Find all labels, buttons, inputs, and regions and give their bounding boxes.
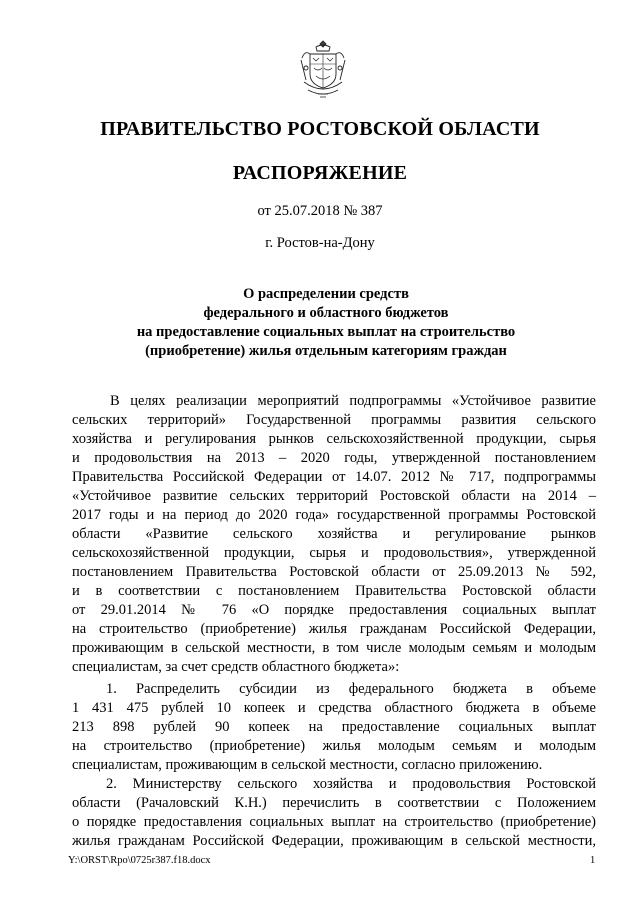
text-line: 213 898 рублей 90 копеек на предоставление социальных выплат (72, 719, 596, 735)
document-subject (120, 285, 532, 361)
text-line: сельскохозяйственной продукции, сырья и продовольствия», утвержденной (72, 545, 596, 561)
text-line: хозяйства и регулирования рынков сельскохозяйственной продукции, сырья (72, 431, 596, 447)
text-line: В целях реализации мероприятий подпрограммы «Устойчивое развитие (110, 393, 596, 409)
date-number: от 25.07.2018 № 387 (257, 203, 383, 219)
subject-line: О распределении средств (243, 286, 409, 302)
text-line: на строительство (приобретение) жилья молодым семьям и молодым (72, 738, 596, 754)
subject-line: на предоставление социальных выплат на строительство (136, 324, 516, 340)
text-line: специалистам, за счет средств областного бюджета»: (72, 659, 400, 675)
text-line: и продовольствия на 2013 – 2020 годы, утвержденной постановлением (72, 450, 596, 466)
text-line: жилья гражданам Российской Федерации, проживающим в сельской местности, (72, 833, 596, 849)
text-line: 2. Министерству сельского хозяйства и продовольствия Ростовской (106, 776, 596, 792)
text-line: постановлением Правительства Ростовской области от 25.09.2013 № 592, (72, 564, 596, 580)
city: г. Ростов-на-Дону (265, 235, 375, 251)
text-line: и в соответствии с постановлением Правительства Ростовской области (72, 583, 596, 599)
text-line: от 29.01.2014 № 76 «О порядке предоставления социальных выплат (72, 602, 596, 618)
text-line: Правительства Российской Федерации от 14.07. 2012 № 717, подпрограммы (72, 469, 596, 485)
text-line: о порядке предоставления социальных выплат на строительство (приобретение) (72, 814, 596, 830)
text-line: области «Развитие сельского хозяйства и регулирование рынков (72, 526, 596, 542)
text-line: 1 431 475 рублей 10 копеек и средства областного бюджета в объеме (72, 700, 596, 716)
text-line: сельских территорий» Государственной программы развития сельского (72, 412, 596, 428)
text-line: специалистам, проживающим в сельской местности, согласно приложению. (72, 757, 543, 773)
text-line: 2017 годы и на период до 2020 года» государственной программы Ростовской (72, 507, 596, 523)
text-line: области (Рачаловский К.Н.) перечислить в соответствии с Положением (72, 795, 596, 811)
coat-of-arms-icon (298, 38, 348, 100)
text-line: 1. Распределить субсидии из федерального бюджета в объеме (106, 681, 596, 697)
text-line: на строительство (приобретение) жилья гражданам Российской Федерации, (72, 621, 596, 637)
footer-file-path: Y:\ORST\Rpo\0725r387.f18.docx (68, 855, 211, 866)
preamble-paragraph (72, 392, 596, 677)
text-line: проживающим в сельской местности, в том числе молодым семьям и молодым (72, 640, 596, 656)
page-number: 1 (590, 855, 596, 866)
item-2-paragraph (72, 775, 596, 851)
subject-line: федерального и областного бюджетов (203, 305, 449, 321)
government-title: ПРАВИТЕЛЬСТВО РОСТОВСКОЙ ОБЛАСТИ (100, 118, 540, 140)
document-type: РАСПОРЯЖЕНИЕ (232, 162, 408, 184)
text-line: «Устойчивое развитие сельских территорий Ростовской области на 2014 – (72, 488, 596, 504)
item-1-paragraph (72, 680, 596, 775)
subject-line: (приобретение) жилья отдельным категориям граждан (145, 343, 507, 359)
